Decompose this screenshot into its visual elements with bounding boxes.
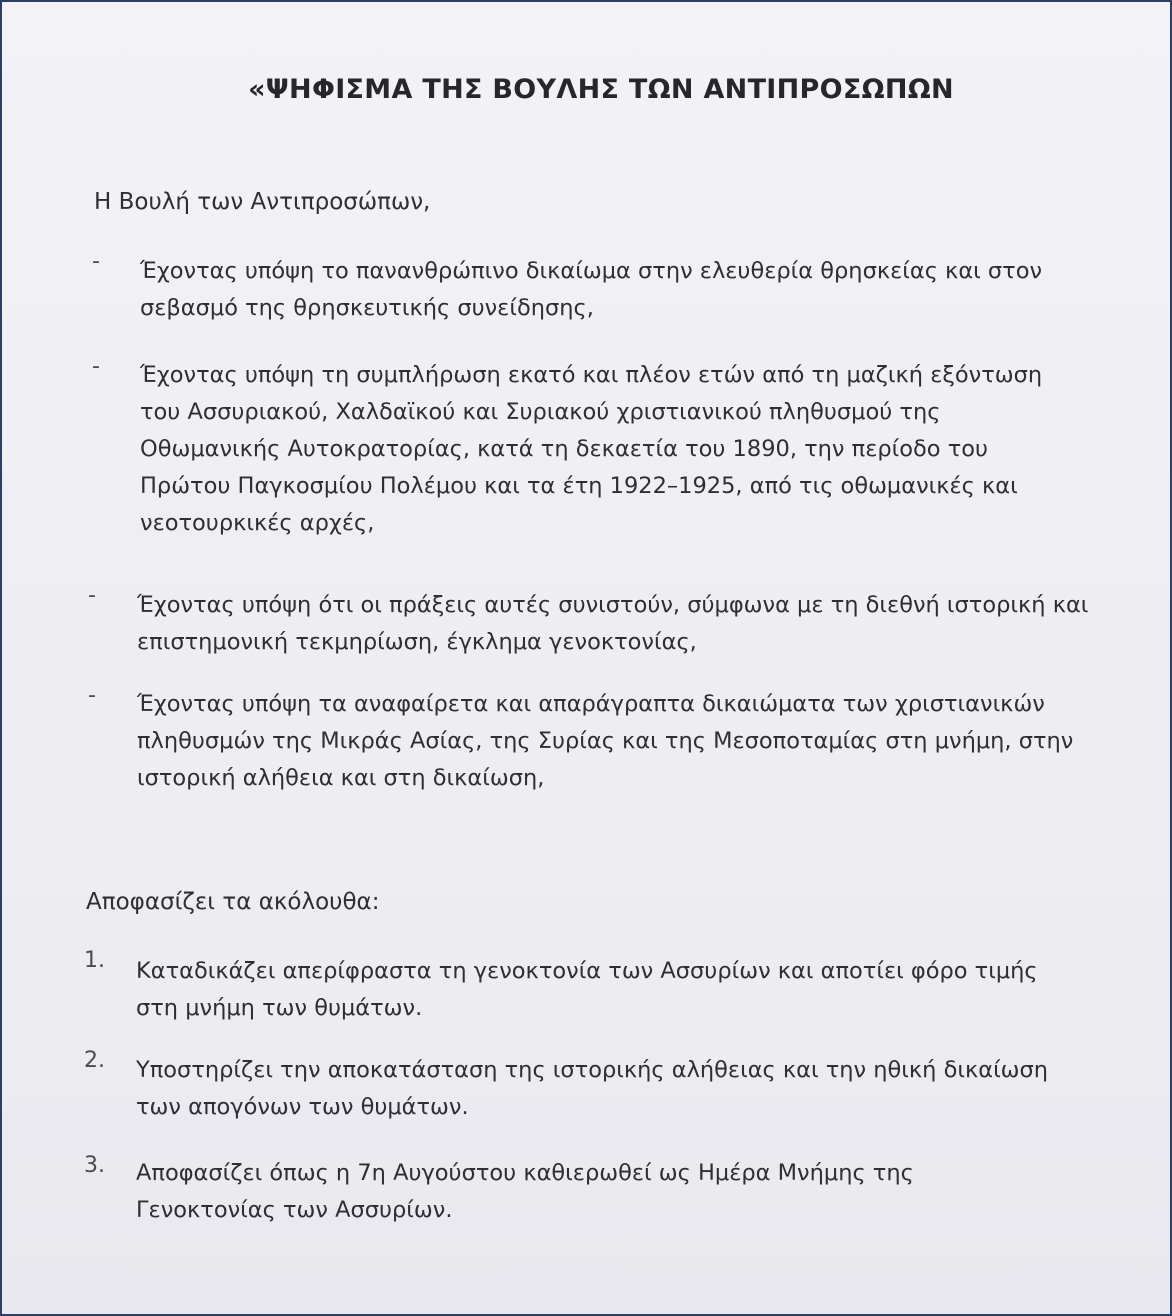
decision-item <box>136 953 1081 1027</box>
document-title: «ΨΗΦΙΣΜΑ ΤΗΣ ΒΟΥΛΗΣ ΤΩΝ ΑΝΤΙΠΡΟΣΩΠΩΝ <box>248 74 954 105</box>
opening-line: Η Βουλή των Αντιπροσώπων, <box>94 189 431 215</box>
decision-text: Καταδικάζει απερίφραστα τη γενοκτονία των Ασσυρίων και αποτίει φόρο τιμής στη μνήμη των θυμάτων. <box>136 958 1038 1021</box>
bullet-marker: - <box>92 354 100 379</box>
decision-number: 2. <box>84 1048 105 1073</box>
decision-number: 1. <box>84 948 105 973</box>
consideration-item <box>137 686 1087 797</box>
decision-number: 3. <box>84 1153 105 1178</box>
bullet-marker: - <box>92 249 100 274</box>
consideration-item <box>140 253 1095 327</box>
decision-text: Αποφασίζει όπως η 7η Αυγούστου καθιερωθεί ως Ημέρα Μνήμης της Γενοκτονίας των Ασσυρίων. <box>136 1160 914 1223</box>
consideration-text: Έχοντας υπόψη ότι οι πράξεις αυτές συνιστούν, σύμφωνα με τη διεθνή ιστορική και επιστημονική τεκμηρίωση, έγκλημα γενοκτονίας, <box>137 592 1089 655</box>
decision-text: Υποστηρίζει την αποκατάσταση της ιστορικής αλήθειας και την ηθική δικαίωση των απογόνων των θυμάτων. <box>136 1057 1049 1120</box>
consideration-text: Έχοντας υπόψη τη συμπλήρωση εκατό και πλέον ετών από τη μαζική εξόντωση του Ασσυριακού, Χαλδαϊκού και Συριακού χριστιανικού πληθυσμού της Οθωμανικής Αυτοκρατορίας, κατά τη δεκαετία του 1890, την περίοδο του Πρώτου Παγκοσμίου Πολέμου και τα έτη 1922–1925, από τις οθωμανικές και νεοτουρκικές αρχές, <box>140 362 1043 536</box>
consideration-text: Έχοντας υπόψη το πανανθρώπινο δικαίωμα στην ελευθερία θρησκείας και στον σεβασμό της θρησκευτικής συνείδησης, <box>140 258 1043 321</box>
consideration-text: Έχοντας υπόψη τα αναφαίρετα και απαράγραπτα δικαιώματα των χριστιανικών πληθυσμών της Μικράς Ασίας, της Συρίας και της Μεσοποταμίας στη μνήμη, στην ιστορική αλήθεια και στη δικαίωση, <box>137 691 1074 791</box>
decision-item <box>136 1155 971 1229</box>
decision-item <box>136 1052 1081 1126</box>
bullet-marker: - <box>88 683 96 708</box>
consideration-item <box>140 357 1085 542</box>
consideration-item <box>137 587 1095 661</box>
decides-heading: Αποφασίζει τα ακόλουθα: <box>86 889 380 915</box>
bullet-marker: - <box>88 583 96 608</box>
